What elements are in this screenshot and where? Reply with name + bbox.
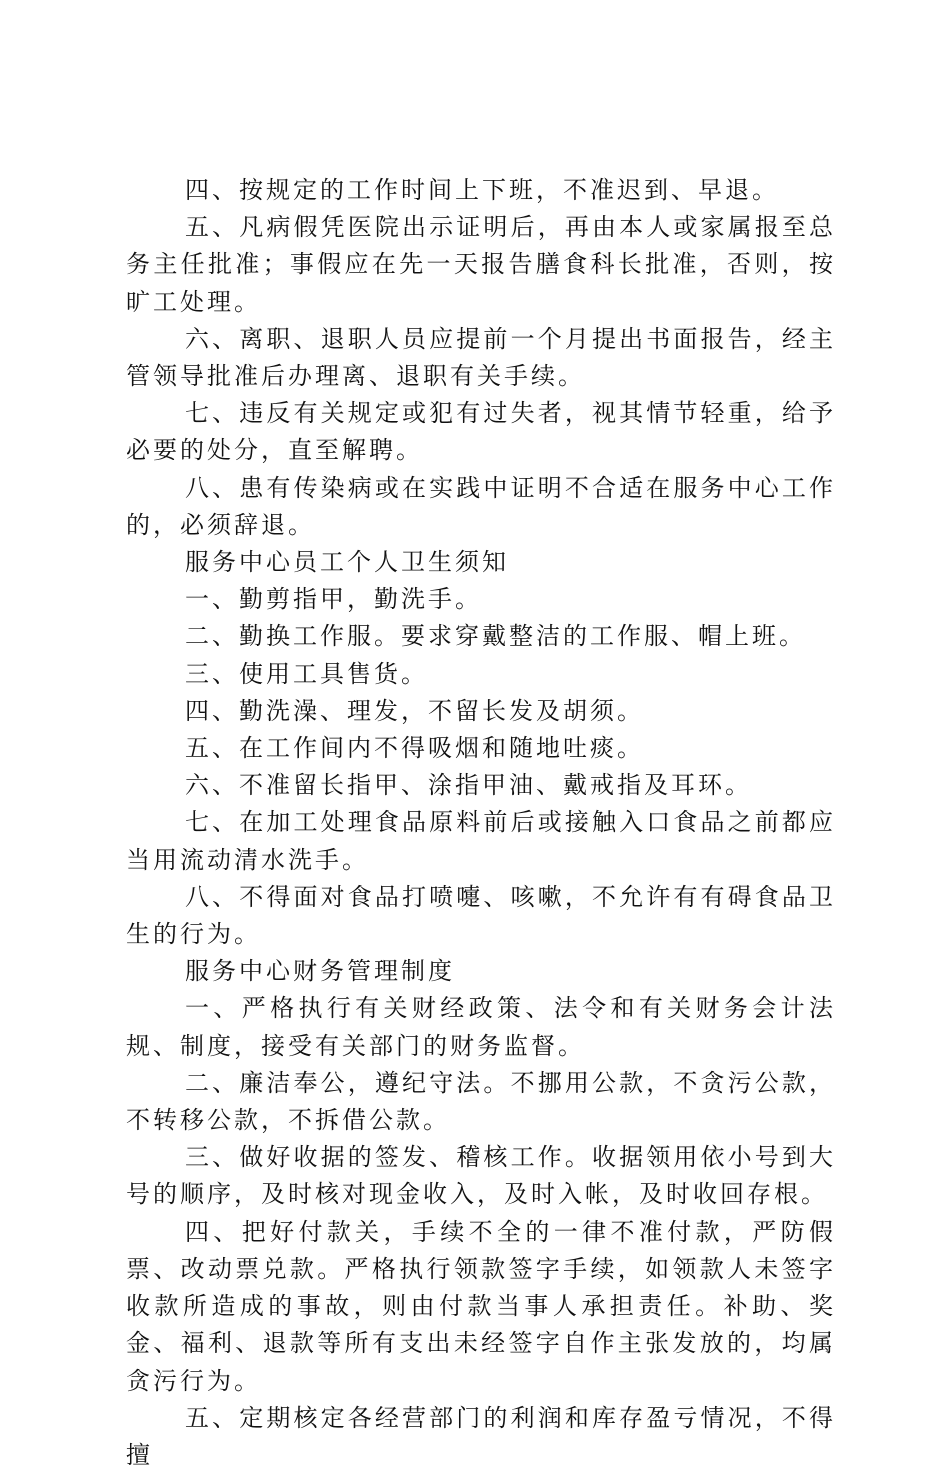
- paragraph: 一、勤剪指甲，勤洗手。: [185, 585, 482, 614]
- paragraph: 五、凡病假凭医院出示证明后，再由本人或家属报至总务主任批准；事假应在先一天报告膳食科长批准，否则，按旷工处理。: [126, 213, 836, 316]
- paragraph: 三、做好收据的签发、稽核工作。收据领用依小号到大号的顺序，及时核对现金收入，及时入帐，及时收回存根。: [126, 1143, 836, 1209]
- paragraph: 二、廉洁奉公，遵纪守法。不挪用公款，不贪污公款，不转移公款，不拆借公款。: [126, 1068, 836, 1135]
- paragraph: 四、按规定的工作时间上下班，不准迟到、早退。: [185, 176, 779, 204]
- paragraph: 四、把好付款关，手续不全的一律不准付款，严防假票、改动票兑款。严格执行领款签字手续，如领款人未签字收款所造成的事故，则由付款当事人承担责任。补助、奖金、福利、退款等所有支出未经签字自作主张发放的，均属贪污行为。: [126, 1217, 836, 1395]
- paragraph: 一、严格执行有关财经政策、法令和有关财务会计法规、制度，接受有关部门的财务监督。: [126, 994, 836, 1060]
- paragraph: 四、勤洗澡、理发，不留长发及胡须。: [185, 696, 644, 725]
- paragraph: 二、勤换工作服。要求穿戴整洁的工作服、帽上班。: [185, 622, 806, 651]
- section-heading: 服务中心员工个人卫生须知: [185, 548, 509, 577]
- paragraph: 六、离职、退职人员应提前一个月提出书面报告，经主管领导批准后办理离、退职有关手续。: [126, 324, 836, 391]
- paragraph: 五、在工作间内不得吸烟和随地吐痰。: [185, 734, 644, 763]
- paragraph: 七、违反有关规定或犯有过失者，视其情节轻重，给予必要的处分，直至解聘。: [126, 399, 836, 465]
- paragraph: 八、不得面对食品打喷嚏、咳嗽，不允许有有碍食品卫生的行为。: [126, 882, 836, 949]
- paragraph: 七、在加工处理食品原料前后或接触入口食品之前都应当用流动清水洗手。: [126, 808, 836, 874]
- section-heading: 服务中心财务管理制度: [185, 957, 455, 986]
- paragraph: 五、定期核定各经营部门的利润和库存盈亏情况，不得擅: [126, 1403, 836, 1469]
- paragraph: 三、使用工具售货。: [185, 659, 428, 688]
- paragraph: 八、患有传染病或在实践中证明不合适在服务中心工作的，必须辞退。: [126, 473, 836, 539]
- document-body: [126, 172, 836, 1474]
- paragraph: 六、不准留长指甲、涂指甲油、戴戒指及耳环。: [185, 771, 752, 800]
